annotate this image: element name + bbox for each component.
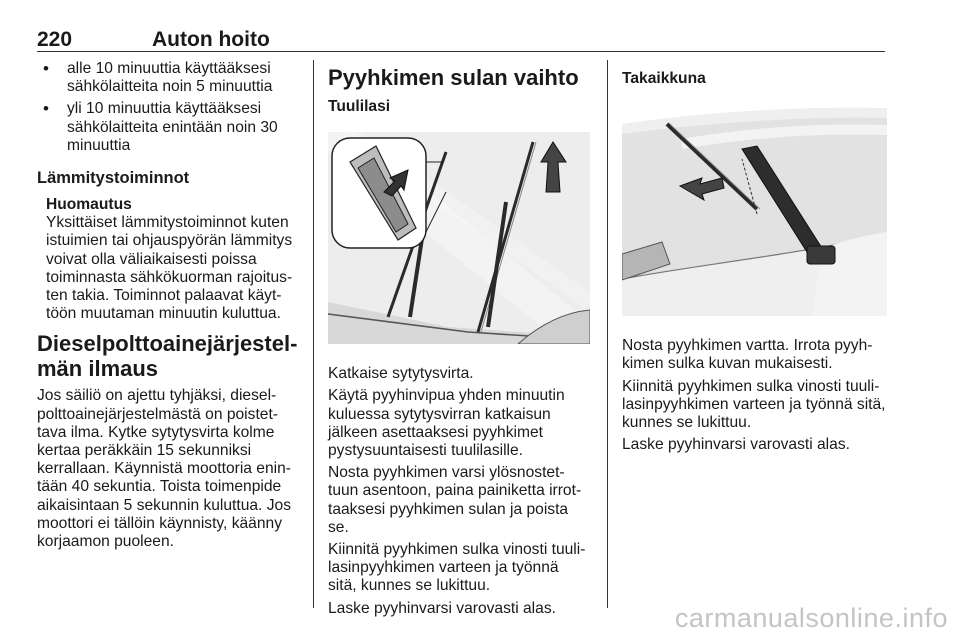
paragraph: Nosta pyyhkimen varsi ylösnostet-tuun asentoon, paina painiketta irrot-taaksesi pyyhkimen sulan ja poista se. — [328, 464, 582, 536]
page-number: 220 — [37, 28, 73, 51]
bullet-list — [37, 60, 299, 155]
page-header — [37, 28, 885, 52]
diesel-heading: Dieselpolttoainejärjestel-män ilmaus — [37, 331, 298, 382]
windshield-wiper-illustration — [328, 132, 590, 349]
column-divider-1 — [313, 60, 314, 608]
column-divider-2 — [607, 60, 608, 608]
column-right — [622, 60, 887, 458]
section-heading: Pyyhkimen sulan vaihto — [328, 65, 579, 90]
rear-window-subheading: Takaikkuna — [622, 70, 706, 87]
rear-wiper-illustration — [622, 104, 887, 321]
bullet-item: • yli 10 minuuttia käyttääksesi sähkölaitteita enintään noin 30 minuuttia — [37, 100, 299, 155]
header-rule — [37, 51, 885, 52]
note-label: Huomautus — [46, 196, 132, 214]
diesel-text: Jos säiliö on ajettu tyhjäksi, diesel-polttoainejärjestelmästä on poistet-tava ilma. Kytke sytytysvirta kolme kertaa peräkkäin 15 sekunniksi kerrallaan. Käynnistä moottoria enin-tään 40 sekuntia. Toista toimenpide aikaisintaan 5 sekunnin kuluttua. Jos moottori ei tällöin käynnisty, käänny korjaamon puoleen. — [37, 387, 291, 551]
watermark: carmanualsonline.info — [674, 603, 948, 633]
page-title: Auton hoito — [152, 28, 270, 51]
paragraph: Nosta pyyhkimen vartta. Irrota pyyh-kimen sulka kuvan mukaisesti. — [622, 337, 873, 373]
bullet-item: • alle 10 minuuttia käyttääksesi sähkölaitteita noin 5 minuuttia — [37, 60, 299, 96]
note-text: Yksittäiset lämmitystoiminnot kuten istuimien tai ohjauspyörän lämmitys voivat olla väliaikaisesti poissa toiminnasta sähkökuorman rajoitus-ten takia. Toiminnot palaavat käyt-töön muutaman minuutin kuluttua. — [46, 214, 293, 323]
paragraph: Kiinnitä pyyhkimen sulka vinosti tuuli-lasinpyyhkimen varteen ja työnnä sitä, kunnes se lukittuu. — [622, 377, 886, 432]
column-left — [37, 60, 299, 551]
heating-heading: Lämmitystoiminnot — [37, 169, 190, 188]
paragraph: Käytä pyyhinvipua yhden minuutin kuluessa sytytysvirran katkaisun jälkeen asettaaksesi pyyhkimet pystysuuntaisesti tuulilasille. — [328, 387, 565, 460]
column-middle — [328, 60, 590, 622]
paragraph: Katkaise sytytysvirta. — [328, 365, 474, 383]
note-block — [37, 196, 299, 323]
paragraph: Laske pyyhinvarsi varovasti alas. — [622, 436, 850, 454]
paragraph: Kiinnitä pyyhkimen sulka vinosti tuuli-lasinpyyhkimen varteen ja työnnä sitä, kunnes se lukittuu. — [328, 541, 586, 595]
paragraph: Laske pyyhinvarsi varovasti alas. — [328, 599, 556, 617]
windshield-subheading: Tuulilasi — [328, 98, 391, 115]
